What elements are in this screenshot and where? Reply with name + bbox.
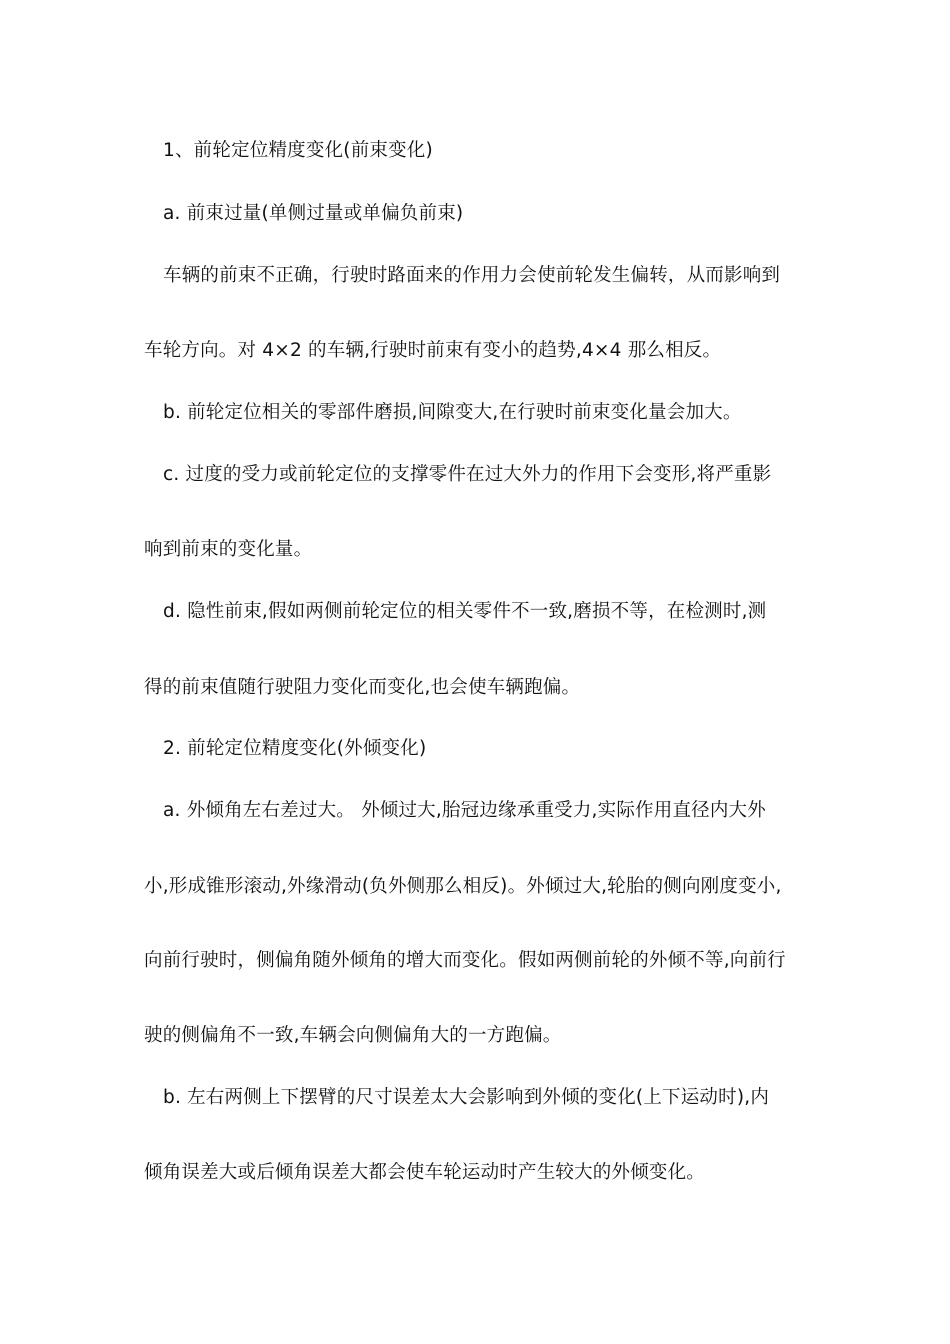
paragraph-line: 驶的侧偏角不一致,车辆会向侧偏角大的一方跑偏。: [144, 1025, 562, 1046]
paragraph-line: 倾角误差大或后倾角误差大都会使车轮运动时产生较大的外倾变化。: [144, 1162, 706, 1183]
paragraph-2b: b. 左右两侧上下摆臂的尺寸误差太大会影响到外倾的变化(上下运动时),内: [163, 1087, 770, 1108]
paragraph-line: 得的前束值随行驶阻力变化而变化,也会使车辆跑偏。: [144, 677, 581, 698]
paragraph-1b: b. 前轮定位相关的零部件磨损,间隙变大,在行驶时前束变化量会加大。: [163, 402, 742, 423]
paragraph-1a: a. 前束过量(单侧过量或单偏负前束): [163, 203, 464, 224]
paragraph-line: 车辆的前束不正确，行驶时路面来的作用力会使前轮发生偏转，从而影响到: [163, 265, 781, 286]
paragraph-1c: c. 过度的受力或前轮定位的支撑零件在过大外力的作用下会变形,将严重影: [163, 464, 772, 485]
paragraph-line: 向前行驶时，侧偏角随外倾角的增大而变化。假如两侧前轮的外倾不等,向前行: [144, 950, 786, 971]
paragraph-1d: d. 隐性前束,假如两侧前轮定位的相关零件不一致,磨损不等，在检测时,测: [163, 601, 767, 622]
paragraph-line: 车轮方向。对 4×2 的车辆,行驶时前束有变小的趋势,4×4 那么相反。: [144, 340, 722, 361]
section-heading-2: 2. 前轮定位精度变化(外倾变化): [163, 738, 427, 759]
section-heading-1: 1、前轮定位精度变化(前束变化): [163, 140, 433, 161]
paragraph-line: 响到前束的变化量。: [144, 539, 313, 560]
paragraph-line: 小,形成锥形滚动,外缘滑动(负外侧那么相反)。外倾过大,轮胎的侧向刚度变小,: [144, 876, 782, 897]
paragraph-2a: a. 外倾角左右差过大。 外倾过大,胎冠边缘承重受力,实际作用直径内大外: [163, 800, 766, 821]
